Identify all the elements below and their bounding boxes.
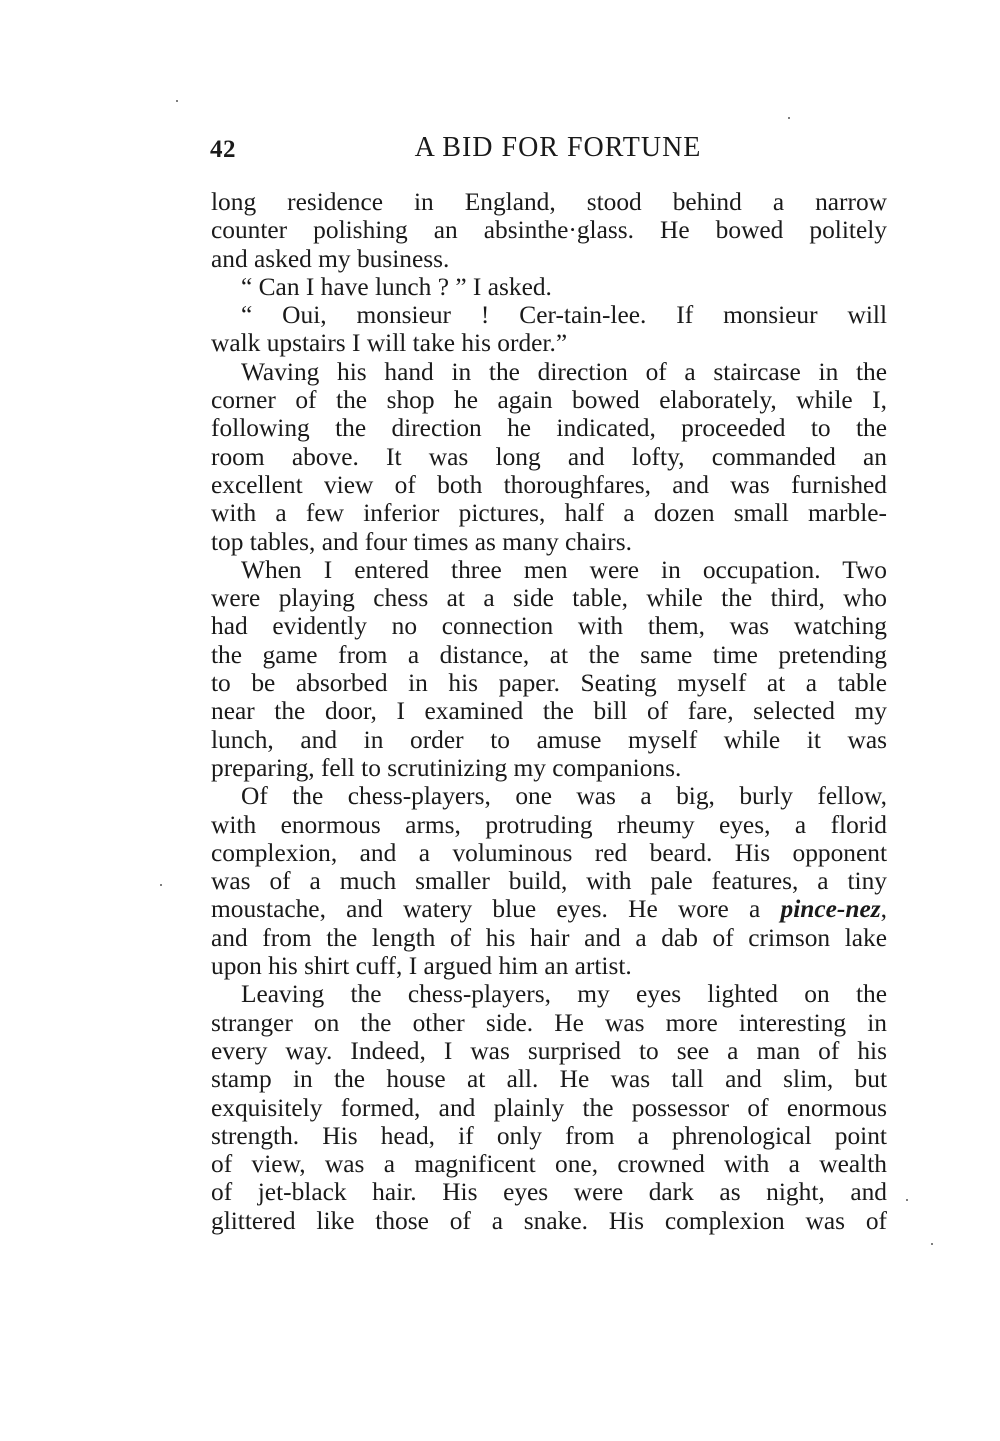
text-line: corner of the shop he again bowed elaborately, while I,	[211, 386, 887, 415]
text-line: the game from a distance, at the same time pretending	[211, 640, 887, 669]
text-line: Waving his hand in the direction of a staircase in the	[241, 357, 887, 386]
text-segment: ,	[880, 895, 887, 924]
scan-speck	[160, 884, 162, 886]
text-line: with enormous arms, protruding rheumy eyes, a florid	[211, 810, 887, 839]
text-line: exquisitely formed, and plainly the possessor of enormous	[211, 1093, 887, 1122]
text-line: complexion, and a voluminous red beard. His opponent	[211, 838, 887, 867]
text-line: long residence in England, stood behind a narrow	[211, 188, 887, 216]
text-line: Leaving the chess-players, my eyes lighted on the	[241, 980, 887, 1009]
text-line: When I entered three men were in occupation. Two	[241, 555, 887, 584]
text-line: strength. His head, if only from a phrenological point	[211, 1121, 887, 1150]
text-line: lunch, and in order to amuse myself while it was	[211, 725, 887, 754]
scan-speck	[788, 117, 790, 119]
text-line: were playing chess at a side table, while the third, who	[211, 584, 887, 613]
text-line: was of a much smaller build, with pale features, a tiny	[211, 867, 887, 896]
text-line: stamp in the house at all. He was tall and slim, but	[211, 1065, 887, 1094]
text-line: glittered like those of a snake. His complexion was of	[211, 1206, 887, 1235]
text-line: “ Can I have lunch ? ” I asked.	[241, 272, 552, 301]
text-line: stranger on the other side. He was more interesting in	[211, 1008, 887, 1037]
body-text	[211, 188, 887, 1235]
text-line: following the direction he indicated, proceeded to the	[211, 414, 887, 443]
text-line: every way. Indeed, I was surprised to see a man of his	[211, 1036, 887, 1065]
scan-speck	[906, 1199, 908, 1201]
text-line: upon his shirt cuff, I argued him an artist.	[211, 952, 632, 981]
scan-speck	[931, 1243, 933, 1245]
running-header	[208, 132, 888, 168]
italic-word: pince-nez	[780, 895, 881, 924]
text-line	[211, 895, 887, 923]
text-line: and asked my business.	[211, 244, 450, 273]
text-line: to be absorbed in his paper. Seating myself at a table	[211, 669, 887, 698]
text-line: and from the length of his hair and a dab of crimson lake	[211, 923, 887, 952]
text-line: had evidently no connection with them, was watching	[211, 612, 887, 641]
text-segment: moustache, and watery blue eyes. He wore a	[211, 895, 781, 924]
text-line: of jet-black hair. His eyes were dark as night, and	[211, 1178, 887, 1207]
text-line: “ Oui, monsieur ! Cer-tain-lee. If monsieur will	[241, 301, 887, 330]
text-line: Of the chess-players, one was a big, burly fellow,	[241, 782, 887, 811]
text-line: preparing, fell to scrutinizing my companions.	[211, 753, 682, 782]
text-line: near the door, I examined the bill of fare, selected my	[211, 697, 887, 726]
text-line: of view, was a magnificent one, crowned with a wealth	[211, 1150, 887, 1179]
text-line: top tables, and four times as many chairs.	[211, 527, 632, 556]
running-title: A BID FOR FORTUNE	[414, 132, 702, 163]
text-line: with a few inferior pictures, half a dozen small marble-	[211, 499, 887, 528]
text-line: counter polishing an absinthe·glass. He bowed politely	[211, 216, 887, 245]
text-line: excellent view of both thoroughfares, and was furnished	[211, 470, 887, 499]
text-line: walk upstairs I will take his order.”	[211, 329, 568, 358]
page-number: 42	[210, 136, 236, 163]
scan-speck	[176, 100, 178, 102]
text-line: room above. It was long and lofty, commanded an	[211, 442, 887, 471]
